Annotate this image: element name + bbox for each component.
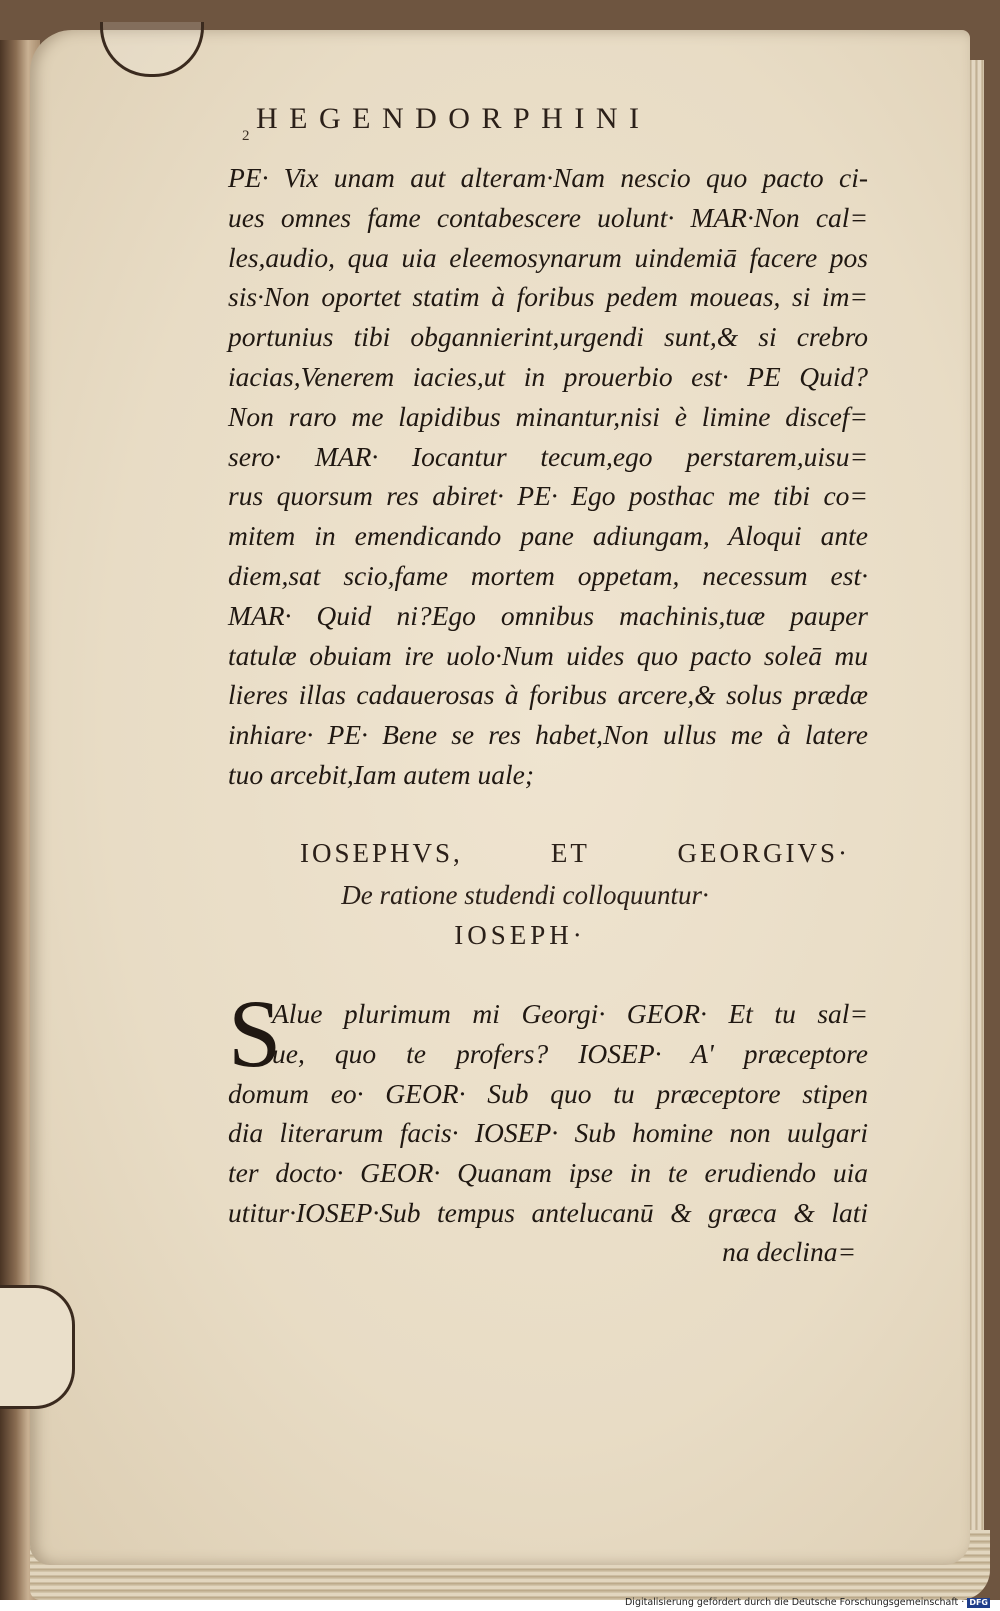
body-text [228, 158, 868, 795]
text-line: les,audio, qua uia eleemosynarum uindemiā facere pos [228, 241, 868, 273]
dialog-text [228, 980, 868, 1233]
text-line: sero· MAR· Iocantur tecum,ego perstarem,uisu= [228, 440, 868, 472]
running-head: HEGENDORPHINI [256, 102, 651, 135]
side-tab-mark [0, 1285, 75, 1409]
section-subtitle: De ratione studendi colloquuntur· [341, 880, 709, 910]
text-line: ues omnes fame contabescere uolunt· MAR·Non cal= [228, 201, 868, 233]
page-number: 2 [242, 128, 250, 144]
dfg-logo: DFG [969, 1597, 988, 1607]
text-line: domum eo· GEOR· Sub quo tu præceptore stipen [228, 1077, 868, 1109]
text-line: ter docto· GEOR· Quanam ipse in te erudiendo uia [228, 1157, 868, 1189]
section-title: IOSEPHVS, ET GEORGIVS· [300, 838, 850, 868]
text-line: inhiare· PE· Bene se res habet,Non ullus me à latere [228, 719, 868, 751]
text-line: iacias,Venerem iacies,ut in prouerbio est· PE Quid? [228, 360, 868, 392]
section-speaker: IOSEPH· [454, 920, 586, 950]
text-line: dia literarum facis· IOSEP· Sub homine non uulgari [228, 1117, 868, 1149]
text-line: utitur·IOSEP·Sub tempus antelucanū & græca & lati [228, 1196, 868, 1228]
text-line: ue, quo te profers? IOSEP· A' præceptore [272, 1037, 868, 1069]
text-line: mitem in emendicando pane adiungam, Aloqui ante [228, 520, 868, 552]
text-line: tatulæ obuiam ire uolo·Num uides quo pacto soleā mu [228, 639, 868, 671]
text-line: PE· Vix unam aut alteram·Nam nescio quo pacto ci- [228, 162, 868, 193]
text-line: portunius tibi obgannierint,urgendi sunt,& si crebro [228, 321, 868, 353]
text-line: Alue plurimum mi Georgi· GEOR· Et tu sal= [272, 998, 868, 1029]
drop-cap: S [228, 980, 282, 1087]
text-line: sis·Non oportet statim à foribus pedem moueas, si im= [228, 281, 868, 313]
footer-credit-text: Digitalisierung gefördert durch die Deutsche Forschungsgemeinschaft · [624, 1597, 965, 1608]
catchword: na declina= [722, 1236, 856, 1267]
text-line: MAR· Quid ni?Ego omnibus machinis,tuæ pauper [228, 599, 868, 631]
text-line: tuo arcebit,Iam autem uale; [228, 758, 534, 790]
text-line: diem,sat scio,fame mortem oppetam, necessum est· [228, 559, 868, 591]
text-line: lieres illas cadauerosas à foribus arcere,& solus prædæ [228, 679, 868, 711]
text-line: rus quorsum res abiret· PE· Ego posthac me tibi co= [228, 480, 868, 512]
footer-credit [625, 1597, 990, 1608]
text-line: Non raro me lapidibus minantur,nisi è limine discef= [228, 400, 868, 432]
